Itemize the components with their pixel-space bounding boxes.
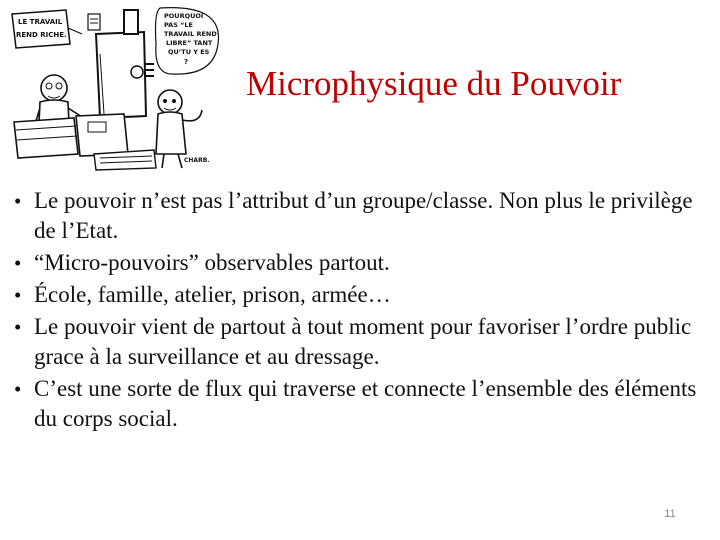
bullet-item	[14, 248, 704, 278]
bubble-line-6: ?	[184, 58, 189, 66]
bubble-line-2: PAS “LE	[164, 21, 193, 29]
sign-line-2: REND RICHE.	[16, 31, 67, 39]
bullet-text: Le pouvoir n’est pas l’attribut d’un groupe/classe. Non plus le privilège de l’Etat.	[34, 188, 693, 243]
bullet-text: “Micro-pouvoirs” observables partout.	[34, 250, 390, 275]
bullet-text: Le pouvoir vient de partout à tout moment pour favoriser l’ordre public grace à la surveillance et au dressage.	[34, 314, 692, 369]
cartoon-signature: CHARB.	[184, 157, 210, 164]
bullet-glyph: •	[14, 315, 22, 339]
bullet-item	[14, 280, 704, 310]
slide-title: Microphysique du Pouvoir	[246, 64, 622, 103]
bullet-glyph: •	[14, 283, 22, 307]
bullet-text: École, famille, atelier, prison, armée…	[34, 282, 391, 307]
bubble-line-4: LIBRE” TANT	[166, 39, 213, 47]
sign-line-1: LE TRAVAIL	[18, 18, 63, 26]
bullet-item	[14, 312, 704, 372]
page-number: 11	[664, 508, 676, 520]
bullet-item	[14, 374, 704, 434]
bullet-glyph: •	[14, 189, 22, 213]
bullet-glyph: •	[14, 251, 22, 275]
bullet-item	[14, 186, 704, 246]
bullet-glyph: •	[14, 377, 22, 401]
bullet-list	[14, 186, 704, 436]
bubble-line-3: TRAVAIL REND	[164, 30, 217, 38]
bubble-line-5: QU’TU Y ES	[168, 48, 210, 56]
cartoon-illustration	[4, 4, 224, 172]
bullet-text: C’est une sorte de flux qui traverse et connecte l’ensemble des éléments du corps social.	[34, 376, 697, 431]
bubble-line-1: POURQUOI	[164, 12, 204, 20]
